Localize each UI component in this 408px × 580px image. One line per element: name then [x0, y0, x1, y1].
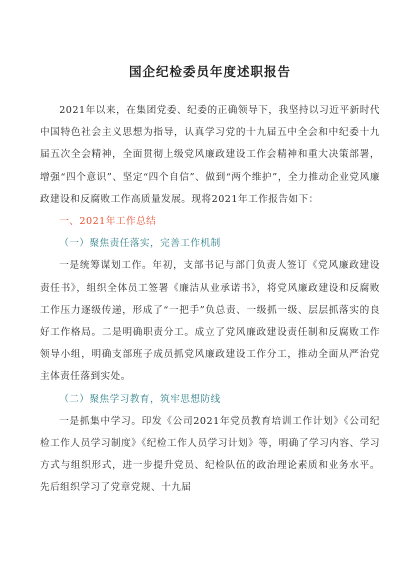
- intro-paragraph: 2021年以来，在集团党委、纪委的正确领导下，我坚持以习近平新时代中国特色社会主义思想为指导，认真学习党的十九届五中全会和中纪委十九届五次全会精神，全面贯彻上级党风廉政建设工作会精神和重大决策部署，增强“四个意识”、坚定“四个自信”、做到“两个维护”，全力推动企业党风廉政建设和反腐败工作高质量发展。现将2021年工作报告如下：: [40, 105, 380, 205]
- subsection-body-2: 一是抓集中学习。印发《公司2021年党员教育培训工作计划》《公司纪检工作人员学习制度》《纪检工作人员学习计划》等，明确了学习内容、学习方式与组织形式，进一步提升党员、纪检队伍的政治理论素质和业务水平。先后组织学习了党章党规、十九届: [40, 415, 380, 494]
- subsection-heading-2: （二）聚焦学习教育，筑牢思想防线: [59, 393, 221, 405]
- subsection-heading-1: （一）聚焦责任落实，完善工作机制: [59, 238, 221, 250]
- section-heading: 一、2021年工作总结: [59, 216, 157, 228]
- subsection-body-1: 一是统筹谋划工作。年初，支部书记与部门负责人签订《党风廉政建设责任书》，组织全体员工签署《廉洁从业承诺书》，将党风廉政建设和反腐败工作压力逐级传递，形成了“一把手”负总责、一级抓一级、层层抓落实的良好工作格局。二是明确职责分工。成立了党风廉政建设责任制和反腐败工作领导小组，明确支部班子成员抓党风廉政建设工作分工，推动全面从严治党主体责任落到实处。: [40, 260, 380, 383]
- page-title: 国企纪检委员年度述职报告: [128, 64, 291, 79]
